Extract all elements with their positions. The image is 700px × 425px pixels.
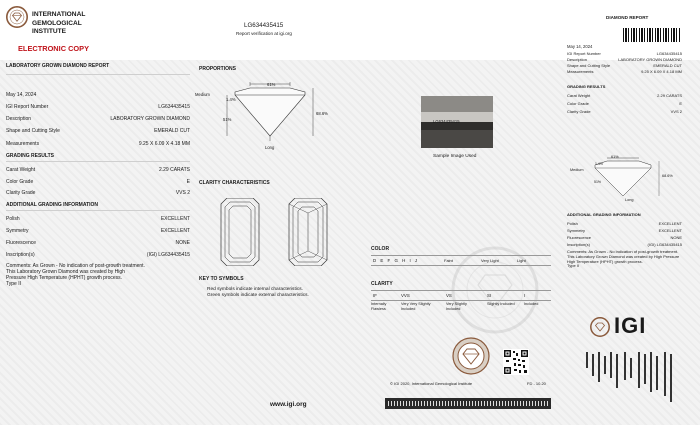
right-additional-row bbox=[567, 241, 682, 248]
color-light: Light bbox=[517, 258, 526, 263]
key-green-text: Green symbols indicate external characteristics. bbox=[207, 293, 309, 298]
clarity-desc-si: Slightly Included bbox=[487, 302, 515, 306]
right-additional-value: EXCELLENT bbox=[658, 228, 682, 233]
grading-row bbox=[6, 190, 190, 196]
copyright-text: © IGI 2020, International Gemological Institute bbox=[390, 381, 473, 386]
right-additional-label: Inscription(s) bbox=[567, 242, 590, 247]
right-additional-value: EXCELLENT bbox=[658, 221, 682, 226]
table-percentage: 61% bbox=[267, 82, 276, 87]
field-label: IGI Report Number bbox=[6, 104, 49, 110]
right-report-title: DIAMOND REPORT bbox=[606, 15, 649, 20]
right-field-label: Measurements bbox=[567, 69, 594, 74]
right-field-label: Description bbox=[567, 57, 588, 62]
grading-row bbox=[6, 167, 190, 173]
right-additional-label: Symmetry bbox=[567, 228, 585, 233]
igi-seal-icon bbox=[6, 6, 28, 28]
additional-info-title: ADDITIONAL GRADING INFORMATION bbox=[6, 202, 99, 208]
right-crown-percentage: 1.4% bbox=[595, 162, 603, 166]
org-name-line3: INSTITUTE bbox=[32, 28, 67, 36]
pavilion-percentage: 51% bbox=[223, 117, 232, 122]
right-grading-label: Carat Weight bbox=[567, 93, 591, 98]
clarity-grade-i: I bbox=[524, 293, 526, 298]
right-grading-value: 2.29 CARATS bbox=[657, 93, 682, 98]
igi-gold-seal-icon bbox=[452, 337, 490, 375]
right-grading-row bbox=[567, 108, 682, 116]
key-to-symbols-title: KEY TO SYMBOLS bbox=[199, 276, 244, 282]
inscription-image-text: LG634435415 bbox=[433, 119, 460, 124]
right-additional bbox=[567, 220, 682, 248]
right-grading-row bbox=[567, 100, 682, 108]
depth-percentage: 68.6% bbox=[316, 111, 328, 116]
additional-row bbox=[6, 240, 190, 246]
right-additional-row bbox=[567, 227, 682, 234]
additional-value: (IGI) LG634435415 bbox=[146, 252, 190, 258]
org-name-line2: GEMOLOGICAL bbox=[32, 19, 82, 27]
girdle-label: Medium bbox=[195, 92, 210, 97]
right-grading bbox=[567, 92, 682, 116]
field-label: Description bbox=[6, 116, 32, 122]
right-depth-percentage: 68.6% bbox=[662, 174, 673, 178]
right-field-value: 9.25 X 6.09 X 4.18 MM bbox=[641, 69, 682, 74]
culet-label: Long bbox=[265, 145, 275, 150]
right-girdle-label: Medium bbox=[570, 168, 584, 172]
right-additional-value: NONE bbox=[670, 235, 682, 240]
barcode bbox=[623, 28, 681, 42]
color-very-light: Very Light bbox=[481, 258, 499, 263]
additional-row bbox=[6, 216, 190, 222]
field-value: LABORATORY GROWN DIAMOND bbox=[110, 116, 190, 122]
clarity-grade-si: SI bbox=[487, 293, 492, 298]
right-grading-value: VVS 2 bbox=[670, 109, 682, 114]
rotated-summary bbox=[580, 348, 680, 410]
color-letters: D E F G H I J bbox=[373, 258, 419, 263]
grading-row bbox=[6, 179, 190, 185]
right-grading-title: GRADING RESULTS bbox=[567, 84, 606, 89]
key-red-text: Red symbols indicate internal characteristics. bbox=[207, 287, 303, 292]
right-additional-label: Polish bbox=[567, 221, 578, 226]
website: www.igi.org bbox=[270, 401, 307, 408]
right-additional-title: ADDITIONAL GRADING INFORMATION bbox=[567, 212, 641, 217]
sample-image-caption: Sample Image Used bbox=[433, 154, 477, 159]
right-comments bbox=[567, 250, 682, 269]
right-culet-label: Long bbox=[625, 198, 634, 202]
inscription-sample-image bbox=[421, 96, 493, 148]
right-table-percentage: 61% bbox=[611, 155, 619, 159]
clarity-characteristics-title: CLARITY CHARACTERISTICS bbox=[199, 180, 270, 186]
additional-row bbox=[6, 252, 190, 258]
clarity-grade-if: IF bbox=[373, 293, 377, 298]
grading-value: E bbox=[186, 179, 190, 185]
key-description bbox=[207, 287, 309, 299]
right-pavilion-percentage: 51% bbox=[594, 180, 602, 184]
field-value: 9.25 X 6.09 X 4.18 MM bbox=[138, 141, 190, 147]
additional-value: NONE bbox=[175, 240, 190, 246]
report-date: May 14, 2024 bbox=[6, 92, 37, 98]
clarity-desc-if: Internally Flawless bbox=[371, 302, 387, 311]
comments-type: Type II bbox=[6, 281, 22, 287]
field-row bbox=[6, 116, 190, 122]
field-value: LG634435415 bbox=[158, 104, 190, 110]
grading-label: Carat Weight bbox=[6, 167, 36, 173]
additional-label: Fluorescence bbox=[6, 240, 37, 246]
additional-label: Inscription(s) bbox=[6, 252, 35, 258]
comments-block bbox=[6, 263, 146, 287]
comments-text: Comments: As Grown - No indication of post-growth treatment. bbox=[6, 263, 145, 269]
additional-value: EXCELLENT bbox=[160, 216, 190, 222]
verification-text: Report verification at igi.org bbox=[236, 31, 292, 36]
color-faint: Faint bbox=[444, 258, 453, 263]
right-fields bbox=[567, 51, 682, 75]
right-comments-process: This Laboratory Grown Diamond was created by High Pressure High Temperature (HPHT) growth process. bbox=[567, 253, 680, 264]
clarity-grade-vvs: VVS bbox=[401, 293, 410, 298]
additional-value: EXCELLENT bbox=[160, 228, 190, 234]
field-label: Shape and Cutting Style bbox=[6, 128, 60, 134]
clarity-desc-vs: Very Slightly Included bbox=[446, 302, 467, 311]
additional-label: Polish bbox=[6, 216, 20, 222]
field-row bbox=[6, 104, 190, 110]
right-field-label: Shape and Cutting Style bbox=[567, 63, 611, 68]
additional-label: Symmetry bbox=[6, 228, 29, 234]
right-grading-row bbox=[567, 92, 682, 100]
emerald-plot bbox=[213, 198, 343, 266]
right-grading-label: Clarity Grade bbox=[567, 109, 591, 114]
right-field-value: EMERALD CUT bbox=[653, 63, 682, 68]
electronic-copy-label: ELECTRONIC COPY bbox=[18, 44, 90, 53]
grading-label: Color Grade bbox=[6, 179, 34, 185]
right-additional-row bbox=[567, 220, 682, 227]
header-report-number: LG634435415 bbox=[244, 22, 284, 29]
field-value: EMERALD CUT bbox=[154, 128, 190, 134]
qr-code[interactable] bbox=[503, 349, 529, 375]
crown-percentage: 1.4% bbox=[226, 97, 236, 102]
field-row bbox=[6, 141, 190, 147]
right-field-row bbox=[567, 69, 682, 75]
right-grading-label: Color Grade bbox=[567, 101, 589, 106]
report-title: LABORATORY GROWN DIAMOND REPORT bbox=[6, 63, 110, 69]
clarity-desc-i: Included bbox=[524, 302, 539, 306]
org-name-line1: INTERNATIONAL bbox=[32, 11, 86, 18]
clarity-desc-vvs: Very Very Slightly Included bbox=[401, 302, 431, 311]
grading-value: 2.29 CARATS bbox=[158, 167, 190, 173]
color-scale-title: COLOR bbox=[371, 246, 390, 252]
igi-logo: IGI bbox=[614, 313, 647, 338]
right-field-value: LG634435415 bbox=[656, 51, 682, 56]
security-strip bbox=[385, 398, 551, 409]
field-label: Measurements bbox=[6, 141, 40, 147]
clarity-grade-vs: VS bbox=[446, 293, 452, 298]
comments-process: This Laboratory Grown Diamond was created by High Pressure High Temperature (HPHT) growth process. bbox=[6, 269, 125, 281]
form-code: FD - 10.20 bbox=[527, 381, 546, 386]
clarity-scale-title: CLARITY bbox=[371, 281, 393, 287]
grading-label: Clarity Grade bbox=[6, 190, 36, 196]
right-additional-value: (IGI) LG634435415 bbox=[647, 242, 682, 247]
grading-value: VVS 2 bbox=[175, 190, 190, 196]
proportions-title: PROPORTIONS bbox=[199, 66, 236, 72]
right-additional-row bbox=[567, 234, 682, 241]
right-seal-icon bbox=[590, 317, 610, 337]
grading-results-title: GRADING RESULTS bbox=[6, 153, 54, 159]
right-field-label: IGI Report Number bbox=[567, 51, 601, 56]
right-grading-value: E bbox=[679, 101, 682, 106]
field-row bbox=[6, 128, 190, 134]
right-field-value: LABORATORY GROWN DIAMOND bbox=[618, 57, 682, 62]
right-comments-type: Type II bbox=[567, 263, 580, 269]
right-comments-text: Comments: As Grown - No indication of post-growth treatment. bbox=[567, 249, 679, 254]
additional-row bbox=[6, 228, 190, 234]
right-additional-label: Fluorescence bbox=[567, 235, 592, 240]
right-date: May 14, 2024 bbox=[567, 44, 593, 49]
